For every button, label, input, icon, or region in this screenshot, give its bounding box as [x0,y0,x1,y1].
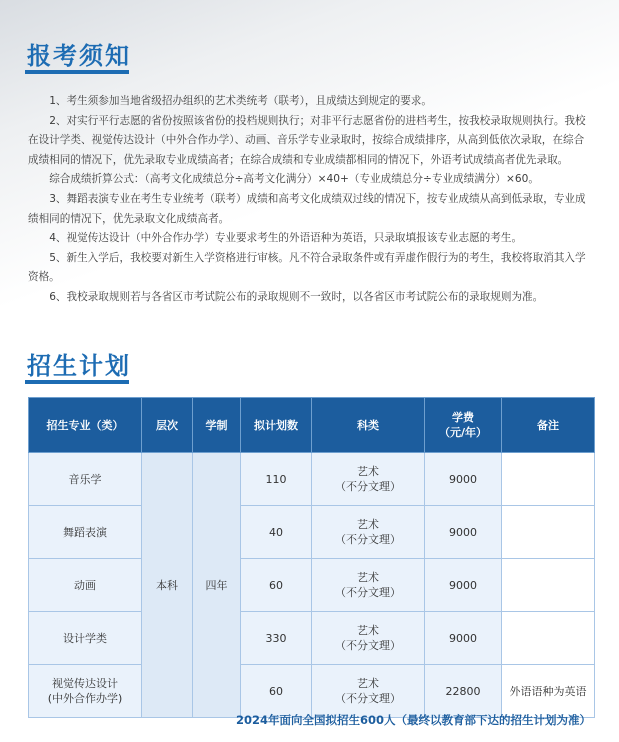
notice-paragraph-5: 5、新生入学后，我校要对新生入学资格进行审核。凡不符合录取条件或有弄虚作假行为的考生，我校将取消其入学资格。 [28,251,586,284]
category-line2: （不分文理） [335,692,401,705]
enrollment-plan-table [28,397,595,718]
row-fee: 9000 [425,559,502,612]
plan-footnote: 2024年面向全国拟招生600人（最终以教育部下达的招生计划为准） [235,713,591,727]
table-row [29,506,595,559]
row-major [29,665,142,718]
notice-title-underline [25,70,129,74]
notice-paragraph-2: 2、对实行平行志愿的省份按照该省份的投档规则执行；对非平行志愿省份的进档考生，按我校录取规则执行。我校在设计学类、视觉传达设计（中外合作办学）、动画、音乐学专业录取时，按综合成绩排序，从高到低依次录取，在综合成绩相同的情况下，优先录取专业成绩高者；在综合成绩和专业成绩都相同的情况下，外语考试成绩高者优先录取。 [28,114,586,166]
duration-cell: 四年 [193,453,241,718]
header-category: 科类 [312,398,425,453]
notice-body [28,92,594,308]
table-row [29,453,595,506]
row-note: 外语语种为英语 [502,665,595,718]
row-major: 舞蹈表演 [29,506,142,559]
header-level: 层次 [142,398,193,453]
level-cell: 本科 [142,453,193,718]
table-header-row [29,398,595,453]
category-line1: 艺术 [357,677,379,690]
row-count: 110 [241,453,312,506]
row-note [502,612,595,665]
header-fee-line2: （元/年） [438,426,488,439]
notice-paragraph-6: 6、我校录取规则若与各省区市考试院公布的录取规则不一致时，以各省区市考试院公布的录取规则为准。 [49,290,544,303]
header-major: 招生专业（类） [29,398,142,453]
row-category [312,506,425,559]
row-count: 60 [241,559,312,612]
category-line1: 艺术 [357,624,379,637]
notice-title: 报考须知 [27,42,131,70]
plan-title: 招生计划 [27,352,131,380]
notice-paragraph-3: 3、舞蹈表演专业在考生专业统考（联考）成绩和高考文化成绩双过线的情况下，按专业成绩从高到低录取，专业成绩相同的情况下，优先录取文化成绩高者。 [28,192,586,225]
plan-title-underline [25,380,129,384]
header-count: 拟计划数 [241,398,312,453]
notice-paragraph-1: 1、考生须参加当地省级招办组织的艺术类统考（联考），且成绩达到规定的要求。 [49,95,432,107]
category-line1: 艺术 [357,571,379,584]
category-line2: （不分文理） [335,639,401,652]
header-fee-line1: 学费 [452,411,474,424]
category-line1: 艺术 [357,518,379,531]
header-duration: 学制 [193,398,241,453]
row-fee: 9000 [425,612,502,665]
category-line2: （不分文理） [335,480,401,493]
header-fee [425,398,502,453]
header-note: 备注 [502,398,595,453]
table-row [29,665,595,718]
category-line2: （不分文理） [335,586,401,599]
row-count: 330 [241,612,312,665]
row-major: 动画 [29,559,142,612]
row-category [312,665,425,718]
notice-paragraph-4: 4、视觉传达设计（中外合作办学）专业要求考生的外语语种为英语，只录取填报该专业志愿的考生。 [49,232,523,245]
row-category [312,559,425,612]
row-category [312,453,425,506]
table-row [29,559,595,612]
notice-paragraph-formula: 综合成绩折算公式：（高考文化成绩总分÷高考文化满分）×40+（专业成绩总分÷专业成绩满分）×60。 [49,173,539,186]
major-line2: (中外合作办学) [47,692,123,705]
row-count: 60 [241,665,312,718]
row-fee: 22800 [425,665,502,718]
category-line2: （不分文理） [335,533,401,546]
major-line1: 视觉传达设计 [52,677,118,690]
table-row [29,612,595,665]
row-fee: 9000 [425,506,502,559]
category-line1: 艺术 [357,465,379,478]
row-count: 40 [241,506,312,559]
row-note [502,559,595,612]
row-fee: 9000 [425,453,502,506]
row-note [502,453,595,506]
row-major: 设计学类 [29,612,142,665]
row-category [312,612,425,665]
row-major: 音乐学 [29,453,142,506]
row-note [502,506,595,559]
